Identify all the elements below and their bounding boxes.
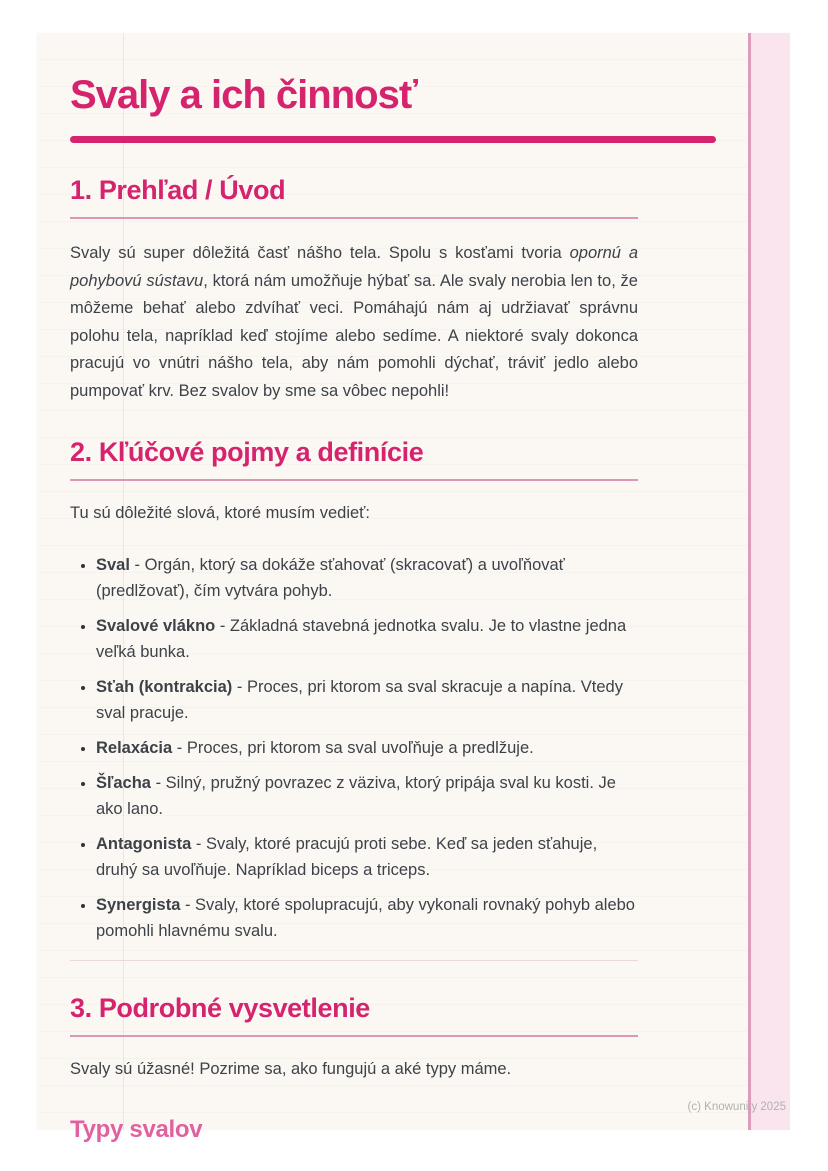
overview-paragraph — [70, 240, 638, 405]
section-underline-key-terms — [70, 479, 638, 481]
overview-paragraph-part-1: Svaly sú super dôležitá časť nášho tela. Spolu s kosťami tvoria — [70, 244, 570, 262]
term-label: Relaxácia — [96, 739, 173, 757]
title-underline-rule — [70, 136, 716, 143]
list-item — [96, 831, 641, 883]
term-definition: - Základná stavebná jednotka svalu. Je to vlastne jedna veľká bunka. — [96, 617, 627, 661]
term-label: Antagonista — [96, 835, 192, 853]
list-item — [96, 613, 641, 665]
term-definition: - Svaly, ktoré pracujú proti sebe. Keď sa jeden sťahuje, druhý sa uvoľňuje. Napríklad biceps a triceps. — [96, 835, 598, 879]
term-definition: - Proces, pri ktorom sa sval uvoľňuje a predlžuje. — [172, 739, 534, 757]
term-definition: - Svaly, ktoré spolupracujú, aby vykonali rovnaký pohyb alebo pomohli hlavnému svalu. — [96, 896, 635, 940]
key-terms-intro: Tu sú dôležité slová, ktoré musím vedieť: — [70, 504, 370, 522]
section-divider — [70, 960, 638, 961]
term-label: Šľacha — [96, 774, 151, 792]
overview-paragraph-part-2: , ktorá nám umožňuje hýbať sa. Ale svaly nerobia len to, že môžeme behať alebo zdvíhať veci. Pomáhajú nám aj udržiavať správnu polohu tela, napríklad keď stojíme alebo sedíme. A niektoré svaly dokonca pracujú vo vnútri nášho tela, aby nám pomohli dýchať, tráviť jedlo alebo pumpovať krv. Bez svalov by sme sa vôbec nepohli! — [70, 271, 638, 400]
list-item — [96, 674, 641, 726]
term-label: Sval — [96, 556, 130, 574]
copyright-watermark: (c) Knowunity 2025 — [687, 1101, 786, 1113]
page-title: Svaly a ich činnosť — [70, 73, 417, 117]
term-definition: - Proces, pri ktorom sa sval skracuje a napína. Vtedy sval pracuje. — [96, 678, 623, 722]
key-terms-list — [70, 552, 641, 944]
document-page — [37, 33, 790, 1143]
section-heading-explanation: 3. Podrobné vysvetlenie — [70, 993, 370, 1023]
overview-paragraph-italic-phrase: opornú a pohybovú sústavu — [70, 244, 639, 290]
subheading-muscle-types: Typy svalov — [70, 1116, 203, 1143]
list-item — [96, 770, 641, 822]
term-label: Sťah (kontrakcia) — [96, 678, 233, 696]
term-definition: - Orgán, ktorý sa dokáže sťahovať (skracovať) a uvoľňovať (predlžovať), čím vytvára pohyb. — [96, 556, 565, 600]
term-label: Svalové vlákno — [96, 617, 216, 635]
term-label: Synergista — [96, 896, 181, 914]
explanation-paragraph: Svaly sú úžasné! Pozrime sa, ako fungujú a aké typy máme. — [70, 1060, 512, 1078]
list-item — [96, 552, 641, 604]
page-content — [37, 33, 790, 1144]
section-underline-explanation — [70, 1035, 638, 1037]
term-definition: - Silný, pružný povrazec z väziva, ktorý pripája sval ku kosti. Je ako lano. — [96, 774, 616, 818]
section-heading-key-terms: 2. Kľúčové pojmy a definície — [70, 437, 424, 467]
section-heading-overview: 1. Prehľad / Úvod — [70, 175, 286, 205]
list-item — [96, 735, 641, 761]
list-item — [96, 892, 641, 944]
section-underline-overview — [70, 217, 638, 219]
